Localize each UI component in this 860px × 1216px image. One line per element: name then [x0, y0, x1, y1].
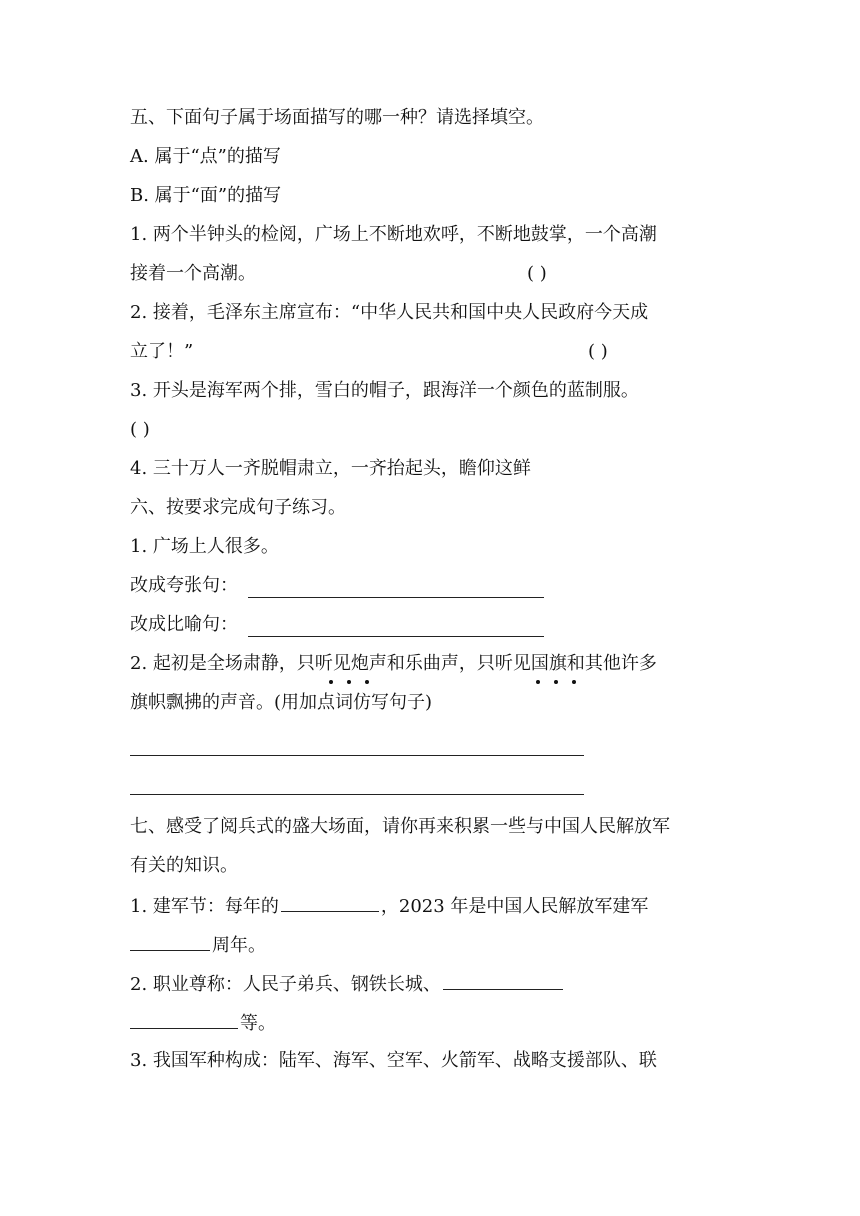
s5-q4-line1: 4. 三十万人一齐脱帽肃立，一齐抬起头，瞻仰这鲜	[130, 458, 531, 479]
exaggeration-answer-line[interactable]	[248, 597, 544, 598]
emphasis-dot	[347, 680, 351, 684]
s6-q2-line1: 2. 起初是全场肃静，只听见炮声和乐曲声，只听见国旗和其他许多	[130, 653, 657, 674]
section7-title-line1: 七、感受了阅兵式的盛大场面，请你再来积累一些与中国人民解放军	[130, 816, 670, 837]
emphasis-dot	[572, 680, 576, 684]
s5-q3-answer-paren[interactable]: ( )	[130, 419, 150, 440]
metaphor-label: 改成比喻句：	[130, 614, 238, 635]
s5-q1-line2: 接着一个高潮。	[130, 263, 256, 284]
option-a: A. 属于“点”的描写	[130, 146, 281, 167]
s7-q1-text-c: 周年。	[212, 935, 266, 956]
s6-q2-line2: 旗帜飘拂的声音。(用加点词仿写句子)	[130, 692, 433, 713]
s5-q1-line1: 1. 两个半钟头的检阅，广场上不断地欢呼，不断地鼓掌，一个高潮	[130, 224, 657, 245]
s7-q1-text-b: ，2023 年是中国人民解放军建军	[380, 896, 649, 917]
s7-q2-text-b: 等。	[240, 1013, 276, 1034]
s5-q3-line1: 3. 开头是海军两个排，雪白的帽子，跟海洋一个颜色的蓝制服。	[130, 380, 639, 401]
emphasis-dot	[554, 680, 558, 684]
imitation-answer-line-1[interactable]	[130, 755, 584, 756]
s5-q2-answer-paren[interactable]: ( )	[588, 341, 608, 362]
s7-q2-line1	[130, 971, 565, 995]
s7-q1-line2	[130, 932, 266, 956]
section6-title: 六、按要求完成句子练习。	[130, 497, 346, 518]
army-day-date-blank[interactable]	[281, 893, 379, 912]
honorific-blank-1[interactable]	[443, 971, 563, 990]
s7-q1-line1	[130, 893, 648, 917]
s5-q2-line2: 立了！”	[130, 341, 194, 362]
honorific-blank-2[interactable]	[130, 1010, 238, 1029]
s5-q2-line1: 2. 接着，毛泽东主席宣布：“中华人民共和国中央人民政府今天成	[130, 302, 649, 323]
s6-q1: 1. 广场上人很多。	[130, 536, 279, 557]
option-b: B. 属于“面”的描写	[130, 185, 282, 206]
emphasis-dot	[365, 680, 369, 684]
s7-q2-text-a: 2. 职业尊称：人民子弟兵、钢铁长城、	[130, 974, 441, 995]
s7-q1-text-a: 1. 建军节：每年的	[130, 896, 279, 917]
anniversary-years-blank[interactable]	[130, 932, 210, 951]
s7-q3-line1: 3. 我国军种构成：陆军、海军、空军、火箭军、战略支援部队、联	[130, 1050, 657, 1071]
emphasis-dot	[536, 680, 540, 684]
metaphor-answer-line[interactable]	[248, 636, 544, 637]
imitation-answer-line-2[interactable]	[130, 794, 584, 795]
s5-q1-answer-paren[interactable]: ( )	[527, 263, 547, 284]
s7-q2-line2	[130, 1010, 276, 1034]
section7-title-line2: 有关的知识。	[130, 855, 238, 876]
emphasis-dot	[329, 680, 333, 684]
section5-title: 五、下面句子属于场面描写的哪一种？请选择填空。	[130, 107, 544, 128]
exaggeration-label: 改成夸张句：	[130, 575, 238, 596]
